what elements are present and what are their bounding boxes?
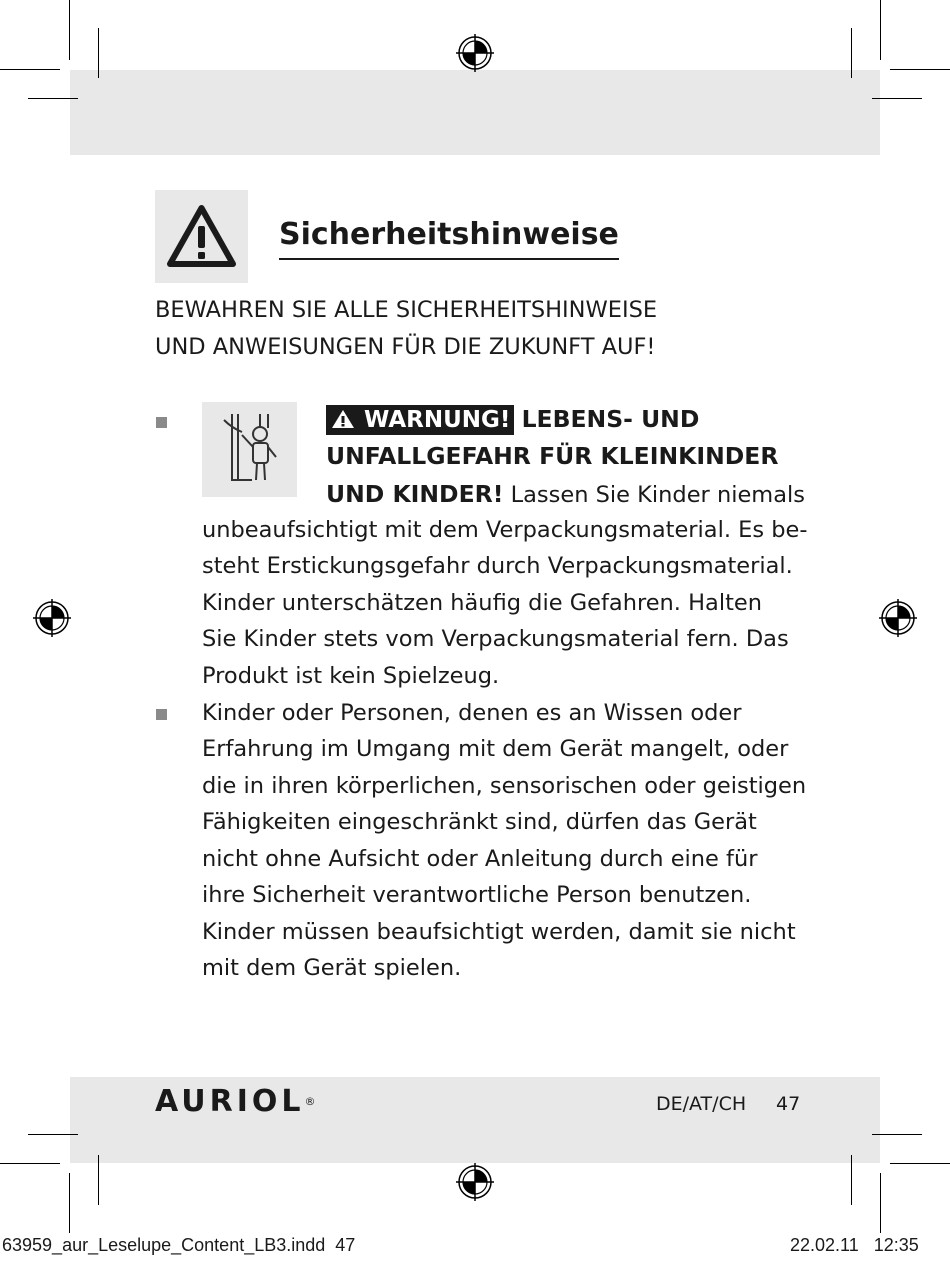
body-line: Erfahrung im Umgang mit dem Gerät mangelt, oder: [202, 736, 789, 762]
region-label: DE/AT/CH: [656, 1093, 747, 1115]
slug-file-page: 47: [335, 1235, 356, 1255]
body-line: Kinder müssen beaufsichtigt werden, damit sie nicht: [202, 919, 796, 945]
warning-triangle-small-icon: [330, 408, 356, 430]
warning-title: UND KINDER!: [326, 480, 504, 508]
body-line: die in ihren körperlichen, sensorischen oder geistigen: [202, 773, 807, 799]
body-line: Sie Kinder stets vom Verpackungsmaterial fern. Das: [202, 626, 789, 652]
slug-file: 63959_aur_Leselupe_Content_LB3.indd: [2, 1235, 326, 1255]
body-line: nicht ohne Aufsicht oder Anleitung durch eine für: [202, 846, 758, 872]
body-line: Kinder unterschätzen häufig die Gefahren. Halten: [202, 590, 762, 616]
registered-mark: ®: [304, 1095, 316, 1108]
intro-line: BEWAHREN SIE ALLE SICHERHEITSHINWEISE: [155, 297, 658, 323]
child-with-packaging-icon: [202, 402, 297, 497]
slug-time-value: 12:35: [873, 1235, 919, 1255]
registration-mark-right-icon: [879, 599, 917, 637]
logo-text: AURIOL: [155, 1084, 305, 1119]
body-line: Produkt ist kein Spielzeug.: [202, 663, 500, 689]
slug-date-value: 22.02.11: [790, 1235, 859, 1255]
intro-line: UND ANWEISUNGEN FÜR DIE ZUKUNFT AUF!: [155, 334, 656, 360]
bullet-icon: [156, 417, 167, 428]
page-number: 47: [776, 1093, 801, 1115]
warning-label: WARNUNG!: [364, 407, 511, 433]
body-line: Fähigkeiten eingeschränkt sind, dürfen das Gerät: [202, 809, 757, 835]
warning-triangle-icon: [155, 190, 248, 283]
warning-title-line: [326, 401, 699, 439]
registration-mark-top-icon: [456, 34, 494, 72]
body-text: Lassen Sie Kinder niemals: [510, 482, 805, 508]
bullet-icon: [156, 709, 167, 720]
intro-text: [155, 292, 657, 366]
registration-mark-bottom-icon: [456, 1163, 494, 1201]
slug-date: [790, 1232, 919, 1258]
warning-title: LEBENS- UND: [521, 405, 700, 433]
page-title: Sicherheitshinweise: [279, 212, 619, 260]
body-line: steht Erstickungsgefahr durch Verpackungsmaterial.: [202, 553, 793, 579]
body-line: ihre Sicherheit verantwortliche Person benutzen.: [202, 882, 752, 908]
body-line: Kinder oder Personen, denen es an Wissen oder: [202, 700, 742, 726]
warning-title-line: UNFALLGEFAHR FÜR KLEINKINDER: [326, 442, 779, 470]
warning-symbol-box: [155, 190, 248, 283]
registration-mark-left-icon: [33, 599, 71, 637]
header-band: [70, 70, 880, 155]
warning-tag: [326, 405, 514, 435]
brand-logo: [155, 1082, 316, 1122]
child-hazard-pictogram: [202, 402, 297, 497]
body-line: mit dem Gerät spielen.: [202, 955, 462, 981]
body-line: unbeaufsichtigt mit dem Verpackungsmaterial. Es be-: [202, 517, 808, 543]
slug-filename: [2, 1232, 355, 1258]
warning-title-line: [326, 476, 805, 514]
